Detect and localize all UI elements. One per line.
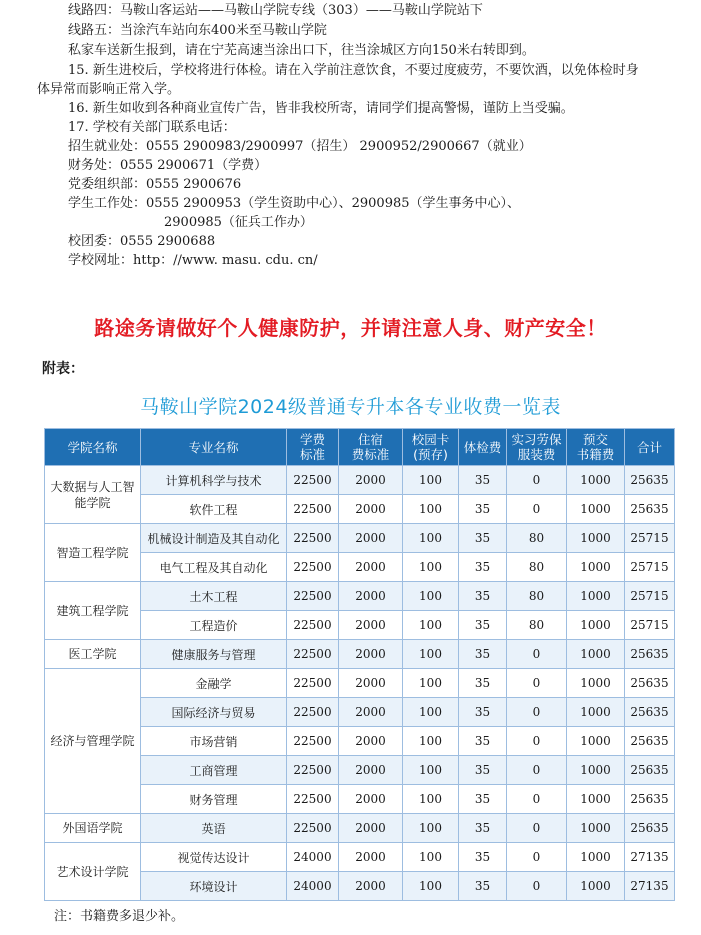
physical-exam-cell: 35 bbox=[459, 553, 507, 582]
total-cell: 25715 bbox=[625, 553, 675, 582]
tuition-cell: 22500 bbox=[287, 785, 339, 814]
uniform-cell: 0 bbox=[507, 466, 567, 495]
tuition-cell: 22500 bbox=[287, 611, 339, 640]
books-cell: 1000 bbox=[567, 640, 625, 669]
table-row bbox=[45, 843, 675, 872]
total-cell: 25715 bbox=[625, 524, 675, 553]
books-cell: 1000 bbox=[567, 814, 625, 843]
uniform-cell: 0 bbox=[507, 727, 567, 756]
campus-card-cell: 100 bbox=[403, 640, 459, 669]
tuition-cell: 22500 bbox=[287, 466, 339, 495]
books-cell: 1000 bbox=[567, 727, 625, 756]
major-cell: 健康服务与管理 bbox=[141, 640, 287, 669]
major-cell: 国际经济与贸易 bbox=[141, 698, 287, 727]
physical-exam-cell: 35 bbox=[459, 495, 507, 524]
total-cell: 25715 bbox=[625, 611, 675, 640]
campus-card-cell: 100 bbox=[403, 669, 459, 698]
tuition-cell: 22500 bbox=[287, 756, 339, 785]
physical-exam-cell: 35 bbox=[459, 669, 507, 698]
dorm-cell: 2000 bbox=[339, 640, 403, 669]
dorm-cell: 2000 bbox=[339, 814, 403, 843]
uniform-cell: 0 bbox=[507, 640, 567, 669]
item-15-continued-line: 体异常而影响正常入学。 bbox=[37, 82, 181, 97]
campus-card-cell: 100 bbox=[403, 466, 459, 495]
physical-exam-cell: 35 bbox=[459, 640, 507, 669]
physical-exam-cell: 35 bbox=[459, 582, 507, 611]
dorm-cell: 2000 bbox=[339, 843, 403, 872]
route-four-line: 线路四：马鞍山客运站——马鞍山学院专线（303）——马鞍山学院站下 bbox=[68, 3, 483, 18]
major-cell: 软件工程 bbox=[141, 495, 287, 524]
dorm-cell: 2000 bbox=[339, 669, 403, 698]
physical-exam-cell: 35 bbox=[459, 814, 507, 843]
dorm-cell: 2000 bbox=[339, 495, 403, 524]
tuition-cell: 24000 bbox=[287, 872, 339, 901]
table-row bbox=[45, 814, 675, 843]
tuition-cell: 22500 bbox=[287, 640, 339, 669]
total-cell: 25635 bbox=[625, 727, 675, 756]
total-cell: 25635 bbox=[625, 785, 675, 814]
campus-card-cell: 100 bbox=[403, 495, 459, 524]
total-cell: 25635 bbox=[625, 669, 675, 698]
major-cell: 电气工程及其自动化 bbox=[141, 553, 287, 582]
tuition-cell: 22500 bbox=[287, 524, 339, 553]
campus-card-cell: 100 bbox=[403, 727, 459, 756]
major-cell: 机械设计制造及其自动化 bbox=[141, 524, 287, 553]
youth-league-phone-line: 校团委：0555 2900688 bbox=[68, 234, 216, 249]
physical-exam-cell: 35 bbox=[459, 524, 507, 553]
uniform-cell: 0 bbox=[507, 698, 567, 727]
major-cell: 英语 bbox=[141, 814, 287, 843]
table-title: 马鞍山学院2024级普通专升本各专业收费一览表 bbox=[140, 396, 561, 418]
header-books: 预交 书籍费 bbox=[567, 429, 625, 466]
header-major: 专业名称 bbox=[141, 429, 287, 466]
campus-card-cell: 100 bbox=[403, 553, 459, 582]
dorm-cell: 2000 bbox=[339, 872, 403, 901]
books-cell: 1000 bbox=[567, 843, 625, 872]
tuition-cell: 22500 bbox=[287, 669, 339, 698]
campus-card-cell: 100 bbox=[403, 843, 459, 872]
safety-warning: 路途务请做好个人健康防护，并请注意人身、财产安全！ bbox=[94, 316, 607, 340]
college-name-cell: 建筑工程学院 bbox=[45, 582, 141, 640]
physical-exam-cell: 35 bbox=[459, 466, 507, 495]
major-cell: 市场营销 bbox=[141, 727, 287, 756]
tuition-cell: 22500 bbox=[287, 727, 339, 756]
dorm-cell: 2000 bbox=[339, 698, 403, 727]
books-cell: 1000 bbox=[567, 611, 625, 640]
books-cell: 1000 bbox=[567, 756, 625, 785]
uniform-cell: 80 bbox=[507, 611, 567, 640]
books-cell: 1000 bbox=[567, 872, 625, 901]
finance-phone-line: 财务处：0555 2900671（学费） bbox=[68, 158, 268, 173]
dorm-cell: 2000 bbox=[339, 727, 403, 756]
major-cell: 环境设计 bbox=[141, 872, 287, 901]
appendix-label: 附表： bbox=[42, 361, 84, 377]
physical-exam-cell: 35 bbox=[459, 843, 507, 872]
total-cell: 25635 bbox=[625, 466, 675, 495]
tuition-cell: 22500 bbox=[287, 698, 339, 727]
uniform-cell: 0 bbox=[507, 785, 567, 814]
major-cell: 视觉传达设计 bbox=[141, 843, 287, 872]
item-17-line: 17. 学校有关部门联系电话： bbox=[68, 120, 236, 135]
uniform-cell: 0 bbox=[507, 669, 567, 698]
major-cell: 财务管理 bbox=[141, 785, 287, 814]
major-cell: 土木工程 bbox=[141, 582, 287, 611]
major-cell: 金融学 bbox=[141, 669, 287, 698]
books-cell: 1000 bbox=[567, 553, 625, 582]
dorm-cell: 2000 bbox=[339, 524, 403, 553]
total-cell: 25635 bbox=[625, 495, 675, 524]
header-campus-card: 校园卡 (预存) bbox=[403, 429, 459, 466]
school-website-line: 学校网址：http：//www. masu. cdu. cn/ bbox=[68, 253, 318, 268]
total-cell: 25635 bbox=[625, 698, 675, 727]
dorm-cell: 2000 bbox=[339, 466, 403, 495]
uniform-cell: 0 bbox=[507, 814, 567, 843]
physical-exam-cell: 35 bbox=[459, 611, 507, 640]
item-16-line: 16. 新生如收到各种商业宣传广告，皆非我校所寄，请同学们提高警惕，谨防上当受骗。 bbox=[68, 101, 574, 116]
books-cell: 1000 bbox=[567, 495, 625, 524]
major-cell: 计算机科学与技术 bbox=[141, 466, 287, 495]
total-cell: 25635 bbox=[625, 814, 675, 843]
dorm-cell: 2000 bbox=[339, 756, 403, 785]
total-cell: 27135 bbox=[625, 843, 675, 872]
uniform-cell: 80 bbox=[507, 553, 567, 582]
dorm-cell: 2000 bbox=[339, 553, 403, 582]
books-cell: 1000 bbox=[567, 524, 625, 553]
college-name-cell: 外国语学院 bbox=[45, 814, 141, 843]
header-total: 合计 bbox=[625, 429, 675, 466]
student-affairs-phone-line: 学生工作处：0555 2900953（学生资助中心）、2900985（学生事务中心）、 bbox=[68, 196, 521, 211]
total-cell: 25635 bbox=[625, 756, 675, 785]
college-name-cell: 经济与管理学院 bbox=[45, 669, 141, 814]
dorm-cell: 2000 bbox=[339, 582, 403, 611]
private-car-line: 私家车送新生报到，请在宁芜高速当涂出口下，往当涂城区方向150米右转即到。 bbox=[68, 43, 535, 58]
header-dorm: 住宿 费标准 bbox=[339, 429, 403, 466]
college-name-cell: 艺术设计学院 bbox=[45, 843, 141, 901]
header-tuition: 学费 标准 bbox=[287, 429, 339, 466]
books-cell: 1000 bbox=[567, 582, 625, 611]
tuition-cell: 22500 bbox=[287, 553, 339, 582]
campus-card-cell: 100 bbox=[403, 524, 459, 553]
table-row bbox=[45, 582, 675, 611]
uniform-cell: 0 bbox=[507, 872, 567, 901]
physical-exam-cell: 35 bbox=[459, 727, 507, 756]
table-row bbox=[45, 466, 675, 495]
books-cell: 1000 bbox=[567, 698, 625, 727]
physical-exam-cell: 35 bbox=[459, 698, 507, 727]
organization-phone-line: 党委组织部：0555 2900676 bbox=[68, 177, 242, 192]
table-row bbox=[45, 640, 675, 669]
table-header-row bbox=[45, 429, 675, 466]
books-cell: 1000 bbox=[567, 466, 625, 495]
campus-card-cell: 100 bbox=[403, 872, 459, 901]
tuition-cell: 22500 bbox=[287, 495, 339, 524]
route-five-line: 线路五：当涂汽车站向东400米至马鞍山学院 bbox=[68, 23, 327, 38]
campus-card-cell: 100 bbox=[403, 756, 459, 785]
total-cell: 25715 bbox=[625, 582, 675, 611]
tuition-cell: 24000 bbox=[287, 843, 339, 872]
item-15-line: 15. 新生进校后，学校将进行体检。请在入学前注意饮食，不要过度疲劳，不要饮酒，以免体检时身 bbox=[68, 63, 639, 78]
major-cell: 工商管理 bbox=[141, 756, 287, 785]
uniform-cell: 0 bbox=[507, 756, 567, 785]
campus-card-cell: 100 bbox=[403, 582, 459, 611]
dorm-cell: 2000 bbox=[339, 611, 403, 640]
uniform-cell: 0 bbox=[507, 843, 567, 872]
physical-exam-cell: 35 bbox=[459, 785, 507, 814]
tuition-cell: 22500 bbox=[287, 582, 339, 611]
table-row bbox=[45, 669, 675, 698]
campus-card-cell: 100 bbox=[403, 611, 459, 640]
uniform-cell: 80 bbox=[507, 524, 567, 553]
campus-card-cell: 100 bbox=[403, 698, 459, 727]
total-cell: 27135 bbox=[625, 872, 675, 901]
physical-exam-cell: 35 bbox=[459, 872, 507, 901]
books-cell: 1000 bbox=[567, 669, 625, 698]
admissions-phone-line: 招生就业处：0555 2900983/2900997（招生） 2900952/2900667（就业） bbox=[68, 139, 532, 154]
uniform-cell: 80 bbox=[507, 582, 567, 611]
table-row bbox=[45, 524, 675, 553]
college-name-cell: 医工学院 bbox=[45, 640, 141, 669]
major-cell: 工程造价 bbox=[141, 611, 287, 640]
college-name-cell: 大数据与人工智能学院 bbox=[45, 466, 141, 524]
total-cell: 25635 bbox=[625, 640, 675, 669]
header-college: 学院名称 bbox=[45, 429, 141, 466]
conscription-phone-line: 2900985（征兵工作办） bbox=[164, 215, 313, 230]
header-uniform: 实习劳保 服装费 bbox=[507, 429, 567, 466]
tuition-cell: 22500 bbox=[287, 814, 339, 843]
uniform-cell: 0 bbox=[507, 495, 567, 524]
fee-table bbox=[44, 428, 675, 901]
college-name-cell: 智造工程学院 bbox=[45, 524, 141, 582]
books-cell: 1000 bbox=[567, 785, 625, 814]
physical-exam-cell: 35 bbox=[459, 756, 507, 785]
campus-card-cell: 100 bbox=[403, 785, 459, 814]
footnote: 注：书籍费多退少补。 bbox=[54, 909, 185, 924]
header-physical-exam: 体检费 bbox=[459, 429, 507, 466]
dorm-cell: 2000 bbox=[339, 785, 403, 814]
campus-card-cell: 100 bbox=[403, 814, 459, 843]
